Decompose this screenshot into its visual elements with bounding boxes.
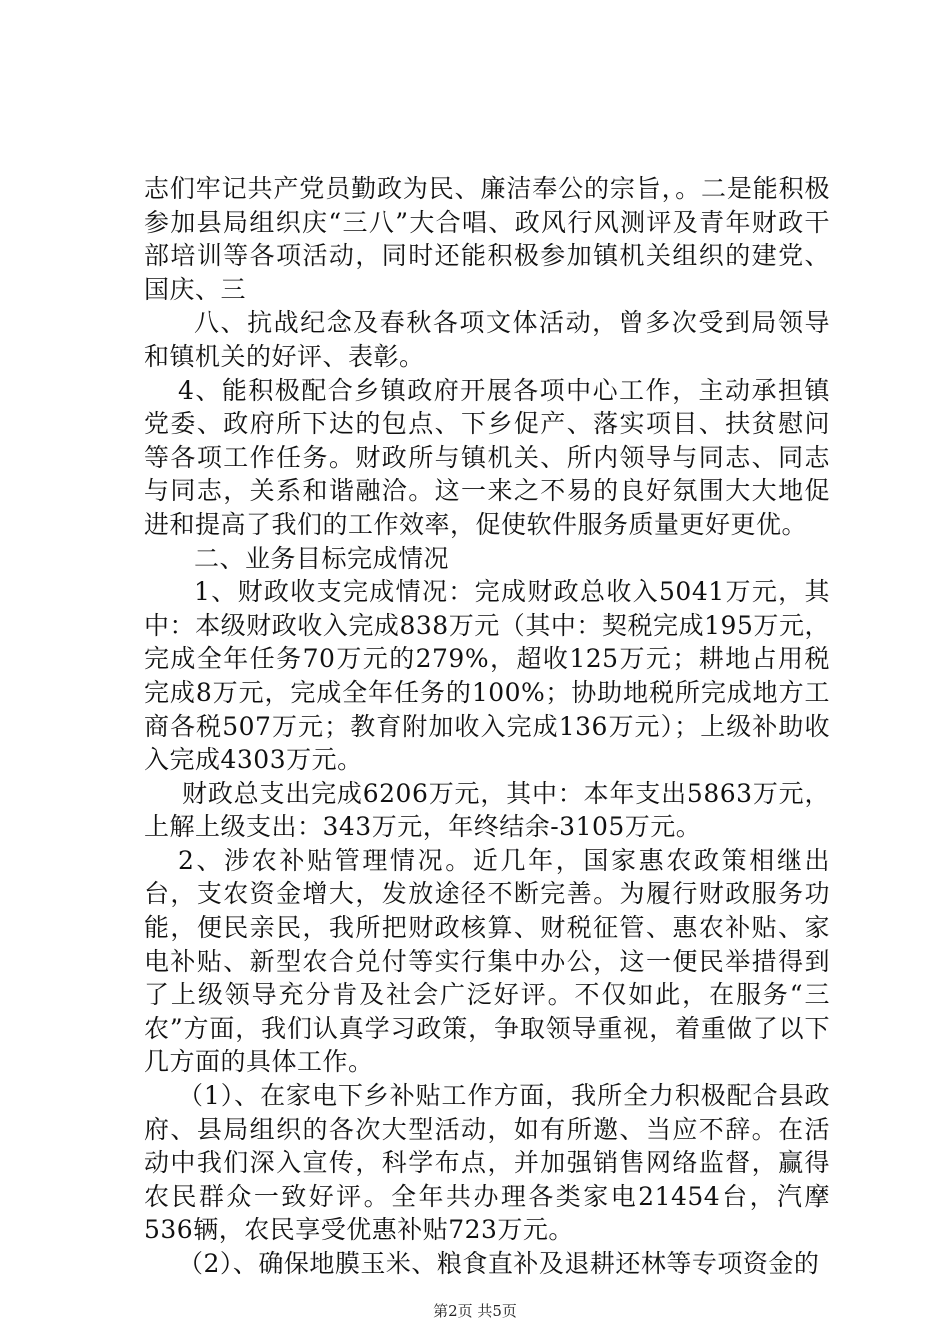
paragraph-special-funds: （2）、确保地膜玉米、粮食直补及退耕还林等专项资金的 [178,1249,820,1278]
section-heading-business-goals: 二、业务目标完成情况 [194,543,450,573]
paragraph-item-4: 4、能积极配合乡镇政府开展各项中心工作，主动承担镇党委、政府所下达的包点、下乡促产、落实项目、扶贫慰问等各项工作任务。财政所与镇机关、所内领导与同志、同志与同志，关系和谐融洽。这一来之不易的良好氛围大大地促进和提高了我们的工作效率，促使软件服务质量更好更优。 [144,375,830,539]
document-body [144,172,830,1281]
paragraph-appliance-subsidy: （1）、在家电下乡补贴工作方面，我所全力积极配合县政府、县局组织的各次大型活动，如有所邀、当应不辞。在活动中我们深入宣传，科学布点，并加强销售网络监督，赢得农民群众一致好评。全年共办理各类家电21454台，汽摩536辆，农民享受优惠补贴723万元。 [144,1081,830,1245]
paragraph-activities: 八、抗战纪念及春秋各项文体活动，曾多次受到局领导和镇机关的好评、表彰。 [144,308,830,371]
paragraph-continuation: 志们牢记共产党员勤政为民、廉洁奉公的宗旨，。二是能积极参加县局组织庆“三八”大合唱、政风行风测评及青年财政干部培训等各项活动，同时还能积极参加镇机关组织的建党、国庆、三 [144,174,830,304]
paragraph-subsidy-management: 2、涉农补贴管理情况。近几年，国家惠农政策相继出台，支农资金增大，发放途径不断完善。为履行财政服务功能，便民亲民，我所把财政核算、财税征管、惠农补贴、家电补贴、新型农合兑付等实行集中办公，这一便民举措得到了上级领导充分肯及社会广泛好评。不仅如此，在服务“三农”方面，我们认真学习政策，争取领导重视，着重做了以下几方面的具体工作。 [144,845,830,1077]
page-number-footer: 第2页 共5页 [433,1302,517,1320]
paragraph-fiscal-revenue: 1、财政收支完成情况：完成财政总收入5041万元，其中：本级财政收入完成838万元（其中：契税完成195万元，完成全年任务70万元的279%，超收125万元；耕地占用税完成8万元，完成全年任务的100%；协助地税所完成地方工商各税507万元；教育附加收入完成136万元）；上级补助收入完成4303万元。 [144,577,830,775]
paragraph-fiscal-expenditure: 财政总支出完成6206万元，其中：本年支出5863万元，上解上级支出：343万元，年终结余-3105万元。 [144,778,830,842]
